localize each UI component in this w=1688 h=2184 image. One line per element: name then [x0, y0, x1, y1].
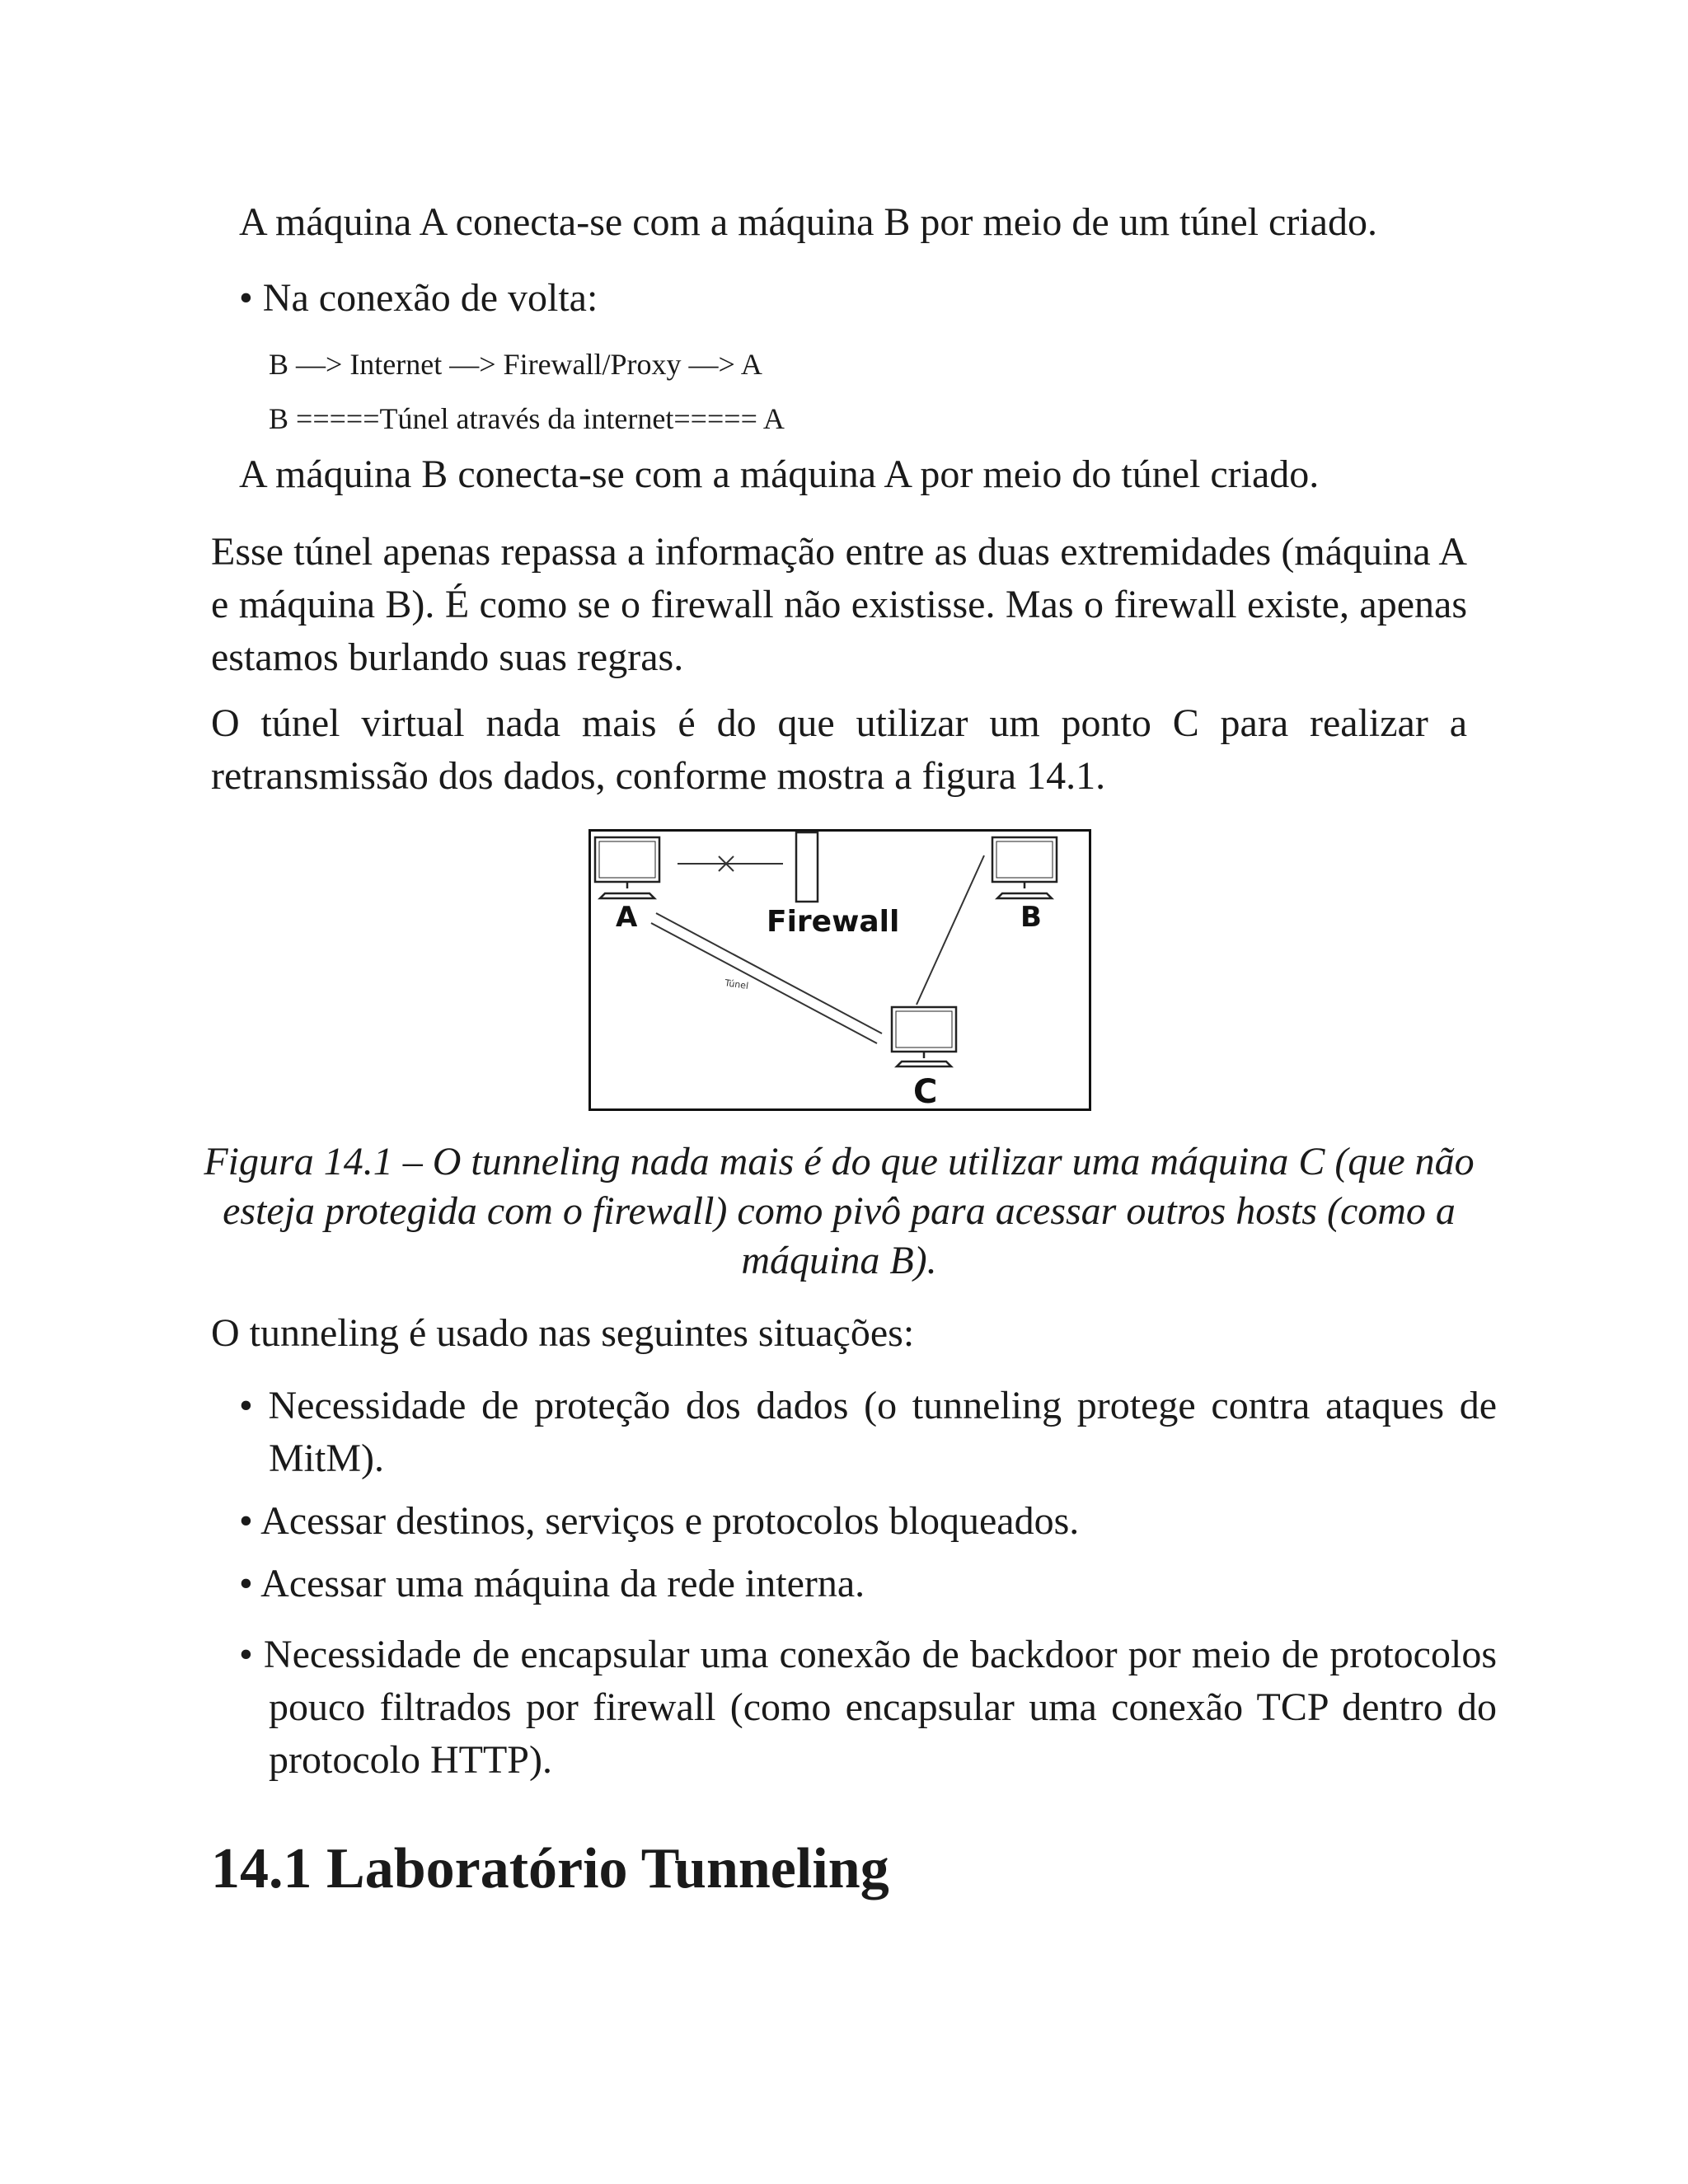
label-tunnel: Túnel [724, 977, 749, 991]
usage-bullet: • Necessidade de proteção dos dados (o tunneling protege contra ataques de MitM). [239, 1384, 1497, 1480]
firewall-icon [796, 832, 818, 902]
label-b: B [1020, 901, 1042, 934]
usage-bullet: • Acessar uma máquina da rede interna. [239, 1562, 865, 1605]
line-b-to-a: A máquina B conecta-se com a máquina A por meio do túnel criado. [239, 452, 1320, 496]
return-connection-bullet: • Na conexão de volta: [239, 276, 598, 320]
route-line-1: B —> Internet —> Firewall/Proxy —> A [269, 348, 762, 381]
section-heading: 14.1 Laboratório Tunneling [211, 1837, 889, 1900]
label-firewall: Firewall [767, 905, 900, 939]
usage-bullet: • Acessar destinos, serviços e protocolos bloqueados. [239, 1499, 1080, 1543]
usage-intro: O tunneling é usado nas seguintes situações: [211, 1311, 915, 1355]
paragraph-virtual-tunnel: O túnel virtual nada mais é do que utilizar um ponto C para realizar a retransmissão dos dados, conforme mostra a figura 14.1. [211, 701, 1467, 798]
line-a-to-b: A máquina A conecta-se com a máquina B por meio de um túnel criado. [239, 200, 1377, 244]
label-c: C [913, 1073, 938, 1111]
paragraph-tunnel-explanation: Esse túnel apenas repassa a informação entre as duas extremidades (máquina A e máquina B). É como se o firewall não existisse. Mas o firewall existe, apenas estamos burlando suas regras. [211, 530, 1467, 679]
usage-bullet: • Necessidade de encapsular uma conexão de backdoor por meio de protocolos pouco filtrados por firewall (como encapsular uma conexão TCP dentro do protocolo HTTP). [239, 1633, 1497, 1782]
route-line-2: B =====Túnel através da internet===== A [269, 402, 785, 435]
tunneling-diagram [588, 829, 1091, 1111]
diagram-frame [590, 831, 1090, 1110]
figure-caption: Figura 14.1 – O tunneling nada mais é do que utilizar uma máquina C (que não esteja protegida com o firewall) como pivô para acessar outros hosts (como a máquina B). [204, 1140, 1475, 1282]
label-a: A [616, 901, 638, 934]
